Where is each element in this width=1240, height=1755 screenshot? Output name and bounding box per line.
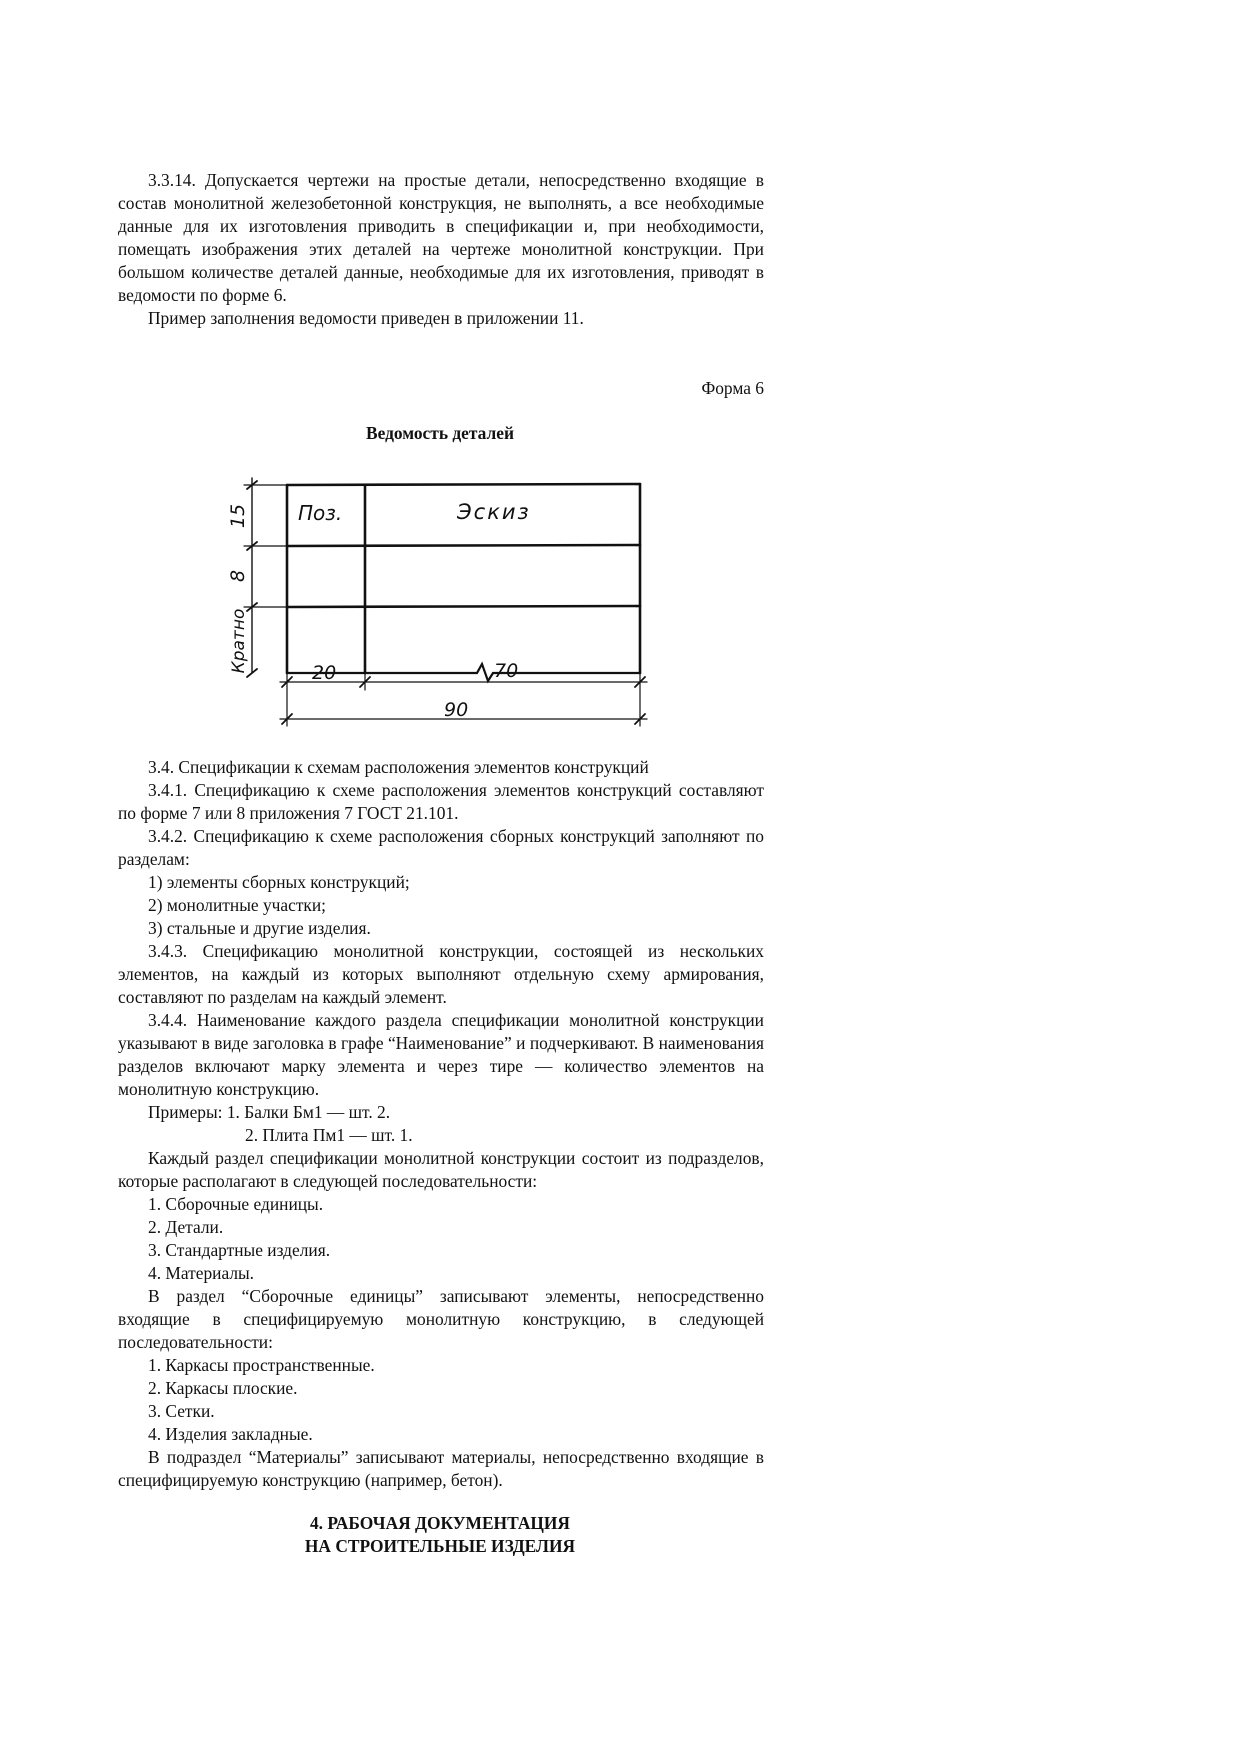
- section-4-heading: [200, 1512, 680, 1558]
- header-pos-label: Поз.: [298, 501, 343, 525]
- list-item: 3. Стандартные изделия.: [148, 1240, 331, 1260]
- examples-line-2: 2. Плита Пм1 — шт. 1.: [245, 1125, 413, 1145]
- section-3-4-block: [118, 756, 764, 1492]
- list-item: 3. Сетки.: [148, 1401, 215, 1421]
- list-item: 2. Детали.: [148, 1217, 224, 1237]
- examples-line-1: Примеры: 1. Балки Бм1 — шт. 2.: [148, 1102, 391, 1122]
- paragraph-materials: В подраздел “Материалы” записывают материалы, непосредственно входящие в специфицируемую конструкцию (например, бетон).: [118, 1447, 764, 1490]
- intro-block: [118, 169, 764, 330]
- header-sketch-label: Эскиз: [457, 500, 531, 524]
- paragraph-subsections: Каждый раздел спецификации монолитной конструкции состоит из подразделов, которые располагают в следующей последовательности:: [118, 1148, 764, 1191]
- list-item: 4. Материалы.: [148, 1263, 255, 1283]
- dimension-90-label: 90: [444, 699, 469, 721]
- list-item: 3) стальные и другие изделия.: [148, 918, 371, 938]
- dimension-multiple-label: Кратно: [229, 608, 249, 674]
- dimension-70-label: 70: [494, 660, 519, 682]
- paragraph-example-ref: Пример заполнения ведомости приведен в приложении 11.: [148, 308, 584, 328]
- paragraph-3-3-14: 3.3.14. Допускается чертежи на простые детали, непосредственно входящие в состав монолитной железобетонной конструкция, не выполнять, а все необходимые данные для их изготовления приводить в спецификации и, при необходимости, помещать изображения этих деталей на чертеже монолитной конструкции. При большом количестве деталей данные, необходимые для их изготовления, приводят в ведомости по форме 6.: [118, 170, 764, 305]
- list-item: 1. Сборочные единицы.: [148, 1194, 324, 1214]
- section-4-heading-line-2: НА СТРОИТЕЛЬНЫЕ ИЗДЕЛИЯ: [304, 1536, 576, 1556]
- dimension-15-label: 15: [227, 503, 249, 529]
- list-item: 1) элементы сборных конструкций;: [148, 872, 410, 892]
- list-item: 4. Изделия закладные.: [148, 1424, 313, 1444]
- form-number-label: Форма 6: [701, 378, 764, 398]
- paragraph-3-4-1: 3.4.1. Спецификацию к схеме расположения элементов конструкций составляют по форме 7 или 8 приложения 7 ГОСТ 21.101.: [118, 780, 764, 823]
- paragraph-3-4-4: 3.4.4. Наименование каждого раздела спецификации монолитной конструкции указывают в виде заголовка в графе “Наименование” и подчеркивают. В наименования разделов включают марку элемента и через тире — количество элементов на монолитную конструкцию.: [118, 1010, 764, 1099]
- list-item: 2) монолитные участки;: [148, 895, 327, 915]
- paragraph-3-4-3: 3.4.3. Спецификацию монолитной конструкции, состоящей из нескольких элементов, на каждый из которых выполняют отдельную схему армирования, составляют по разделам на каждый элемент.: [118, 941, 764, 1007]
- list-item: 2. Каркасы плоские.: [148, 1378, 298, 1398]
- list-item: 1. Каркасы пространственные.: [148, 1355, 375, 1375]
- dimension-20-label: 20: [312, 662, 337, 684]
- paragraph-assembly-units: В раздел “Сборочные единицы” записывают элементы, непосредственно входящие в специфицируемую монолитную конструкцию, в следующей последовательности:: [118, 1286, 764, 1352]
- dimension-8-label: 8: [227, 569, 249, 583]
- table-title: Ведомость деталей: [366, 423, 514, 443]
- section-4-heading-line-1: 4. РАБОЧАЯ ДОКУМЕНТАЦИЯ: [309, 1513, 570, 1533]
- paragraph-3-4-2: 3.4.2. Спецификацию к схеме расположения сборных конструкций заполняют по разделам:: [118, 826, 764, 869]
- paragraph-3-4: 3.4. Спецификации к схемам расположения элементов конструкций: [148, 757, 649, 777]
- form-6-drawing: [222, 476, 652, 732]
